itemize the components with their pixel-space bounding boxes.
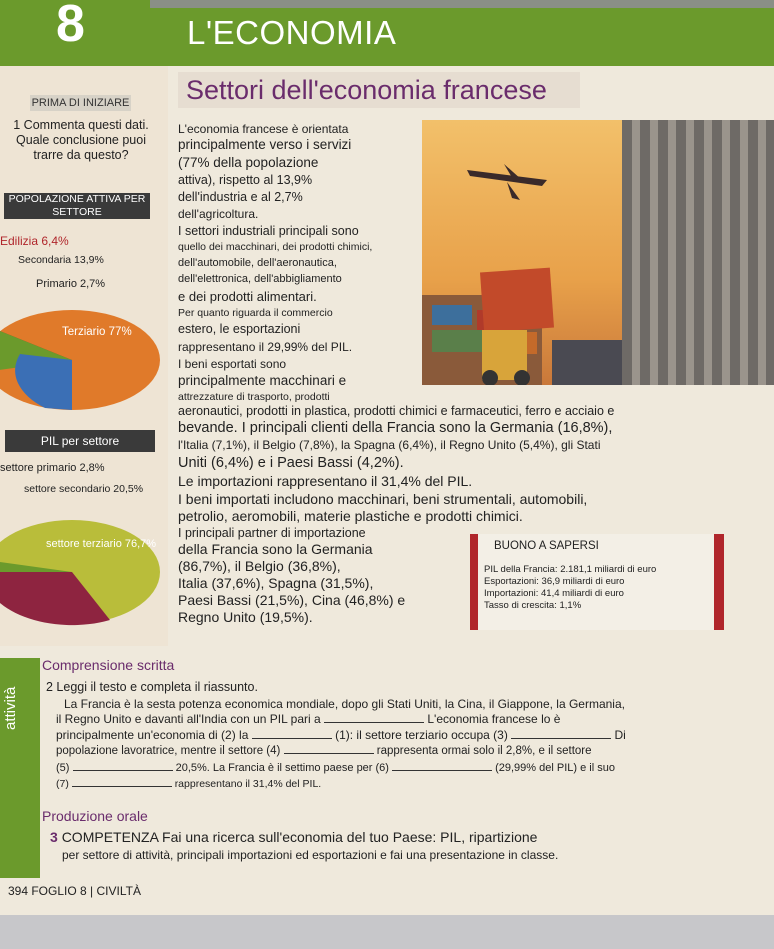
text-line-10: dell'elettronica, dell'abbigliamento bbox=[178, 273, 342, 285]
ex2-line-3 bbox=[56, 728, 716, 742]
buono-line-export: Esportazioni: 36,9 miliardi di euro bbox=[484, 576, 625, 587]
text-line-26: della Francia sono la Germania bbox=[178, 541, 373, 557]
ex2-line-5-text-c: (29,99% del PIL) e il suo bbox=[495, 762, 615, 774]
pop-label-edilizia: Edilizia 6,4% bbox=[0, 234, 69, 248]
ex2-line-5-text-a: (5) bbox=[56, 762, 70, 774]
text-line-21: Uniti (6,4%) e i Paesi Bassi (4,2%). bbox=[178, 455, 404, 471]
text-line-11: e dei prodotti alimentari. bbox=[178, 289, 317, 304]
ex2-line-5-text-b: 20,5%. La Francia è il settimo paese per (6) bbox=[175, 762, 389, 774]
text-line-20: l'Italia (7,1%), il Belgio (7,8%), la Spagna (6,4%), il Regno Unito (5,4%), gli Stati bbox=[178, 438, 601, 452]
exercise-3-number: 3 bbox=[50, 829, 58, 845]
chapter-title: L'ECONOMIA bbox=[187, 14, 397, 51]
ex2-line-6-text-a: (7) bbox=[56, 778, 69, 790]
text-line-17: attrezzature di trasporto, prodotti bbox=[178, 391, 330, 403]
chapter-header bbox=[0, 0, 774, 66]
text-line-18: aeronautici, prodotti in plastica, prodotti chimici e farmaceutici, ferro e acciaio e bbox=[178, 404, 615, 418]
pop-chart-title: POPOLAZIONE ATTIVA PER SETTORE bbox=[4, 193, 150, 219]
header-top-strip bbox=[150, 0, 774, 8]
text-line-29: Paesi Bassi (21,5%), Cina (46,8%) e bbox=[178, 592, 406, 608]
text-line-25: I principali partner di importazione bbox=[178, 526, 366, 540]
text-line-9: dell'automobile, dell'aeronautica, bbox=[178, 257, 337, 269]
text-line-22: Le importazioni rappresentano il 31,4% del PIL. bbox=[178, 473, 473, 489]
blank-2[interactable] bbox=[252, 729, 332, 739]
buono-title: BUONO A SAPERSI bbox=[494, 540, 599, 552]
ex2-line-1: La Francia è la sesta potenza economica mondiale, dopo gli Stati Uniti, la Cina, il Giappone, la Germania, bbox=[64, 697, 625, 711]
exercise-2-title: 2 Leggi il testo e completa il riassunto. bbox=[46, 680, 258, 694]
pil-pie-chart bbox=[0, 512, 165, 630]
text-line-16: principalmente macchinari e bbox=[178, 373, 347, 388]
text-line-8: quello dei macchinari, dei prodotti chimici, bbox=[178, 241, 373, 253]
pop-label-secondaria: Secondaria 13,9% bbox=[18, 254, 104, 266]
article-title: Settori dell'economia francese bbox=[178, 72, 580, 108]
buono-line-import: Importazioni: 41,4 miliardi di euro bbox=[484, 588, 624, 599]
population-pie-chart bbox=[0, 298, 165, 413]
text-line-23: I beni importati includono macchinari, beni strumentali, automobili, bbox=[178, 491, 588, 507]
exercise-3-text-1: COMPETENZA Fai una ricerca sull'economia del tuo Paese: PIL, ripartizione bbox=[61, 829, 538, 845]
text-line-12: Per quanto riguarda il commercio bbox=[178, 307, 333, 319]
text-line-2: principalmente verso i servizi bbox=[178, 137, 352, 152]
ex2-line-3-text-b: (1): il settore terziario occupa (3) bbox=[335, 728, 508, 742]
attivita-label: attività bbox=[2, 686, 19, 730]
text-line-14: rappresentano il 29,99% del PIL. bbox=[178, 340, 353, 354]
bottom-background bbox=[0, 915, 774, 949]
ex2-line-3-text-c: Di bbox=[614, 728, 626, 742]
ex2-line-2 bbox=[56, 712, 716, 726]
produzione-heading: Produzione orale bbox=[42, 808, 148, 824]
pil-label-secondario: settore secondario 20,5% bbox=[24, 483, 144, 495]
ex2-line-6 bbox=[56, 777, 716, 791]
exercise-3-line-2: per settore di attività, principali importazioni ed esportazioni e fai una presentazione in classe. bbox=[62, 848, 559, 862]
text-line-15: I beni esportati sono bbox=[178, 357, 287, 371]
text-line-7: I settori industriali principali sono bbox=[178, 224, 359, 238]
ex2-line-2-text-b: L'economia francese lo è bbox=[427, 712, 561, 726]
text-line-4: attiva), rispetto al 13,9% bbox=[178, 173, 313, 187]
pil-chart-title: PIL per settore bbox=[5, 430, 155, 452]
text-line-30: Regno Unito (19,5%). bbox=[178, 609, 313, 625]
pil-label-primario: settore primario 2,8% bbox=[0, 462, 105, 474]
blank-6[interactable] bbox=[392, 761, 492, 771]
blank-3[interactable] bbox=[511, 729, 611, 739]
buono-line-growth: Tasso di crescita: 1,1% bbox=[484, 600, 582, 611]
sidebar-question: 1 Commenta questi dati. Quale conclusione puoi trarre da questo? bbox=[13, 118, 149, 162]
text-line-5: dell'industria e al 2,7% bbox=[178, 190, 303, 204]
blank-5[interactable] bbox=[73, 761, 173, 771]
page-footer: 394 FOGLIO 8 | CIVILTÀ bbox=[8, 884, 141, 898]
text-line-28: Italia (37,6%), Spagna (31,5%), bbox=[178, 575, 374, 591]
ex2-line-4-text-a: popolazione lavoratrice, mentre il settore (4) bbox=[56, 745, 281, 757]
pop-label-terziario: Terziario 77% bbox=[62, 326, 132, 338]
text-line-3: (77% della popolazione bbox=[178, 155, 319, 170]
port-containers-photo bbox=[422, 120, 774, 385]
prima-di-iniziare-label: PRIMA DI INIZIARE bbox=[31, 97, 130, 109]
ex2-line-6-text-b: rappresentano il 31,4% del PIL. bbox=[174, 778, 322, 790]
ex2-line-3-text-a: principalmente un'economia di (2) la bbox=[56, 728, 249, 742]
buono-line-pil: PIL della Francia: 2.181,1 miliardi di euro bbox=[484, 564, 657, 575]
blank-1[interactable] bbox=[324, 713, 424, 723]
text-line-19: bevande. I principali clienti della Francia sono la Germania (16,8%), bbox=[178, 420, 613, 436]
ex2-line-2-text-a: il Regno Unito e davanti all'India con un PIL pari a bbox=[56, 712, 321, 726]
chapter-number: 8 bbox=[56, 0, 85, 53]
comprensione-heading: Comprensione scritta bbox=[42, 657, 175, 673]
text-line-6: dell'agricoltura. bbox=[178, 207, 259, 221]
ex2-line-4 bbox=[56, 744, 716, 758]
text-line-1: L'economia francese è orientata bbox=[178, 122, 349, 136]
ex2-line-5 bbox=[56, 761, 716, 775]
text-line-24: petrolio, aeromobili, materie plastiche e prodotti chimici. bbox=[178, 508, 523, 524]
buono-a-sapersi-box bbox=[470, 534, 724, 630]
text-line-13: estero, le esportazioni bbox=[178, 322, 301, 336]
pil-label-terziario: settore terziario 76,7% bbox=[46, 538, 157, 550]
text-line-27: (86,7%), il Belgio (36,8%), bbox=[178, 558, 341, 574]
pop-label-primario: Primario 2,7% bbox=[36, 278, 106, 290]
blank-7[interactable] bbox=[72, 777, 172, 787]
ex2-line-4-text-b: rappresenta ormai solo il 2,8%, e il settore bbox=[376, 745, 592, 757]
blank-4[interactable] bbox=[284, 744, 374, 754]
exercise-3-line-1 bbox=[50, 830, 537, 844]
